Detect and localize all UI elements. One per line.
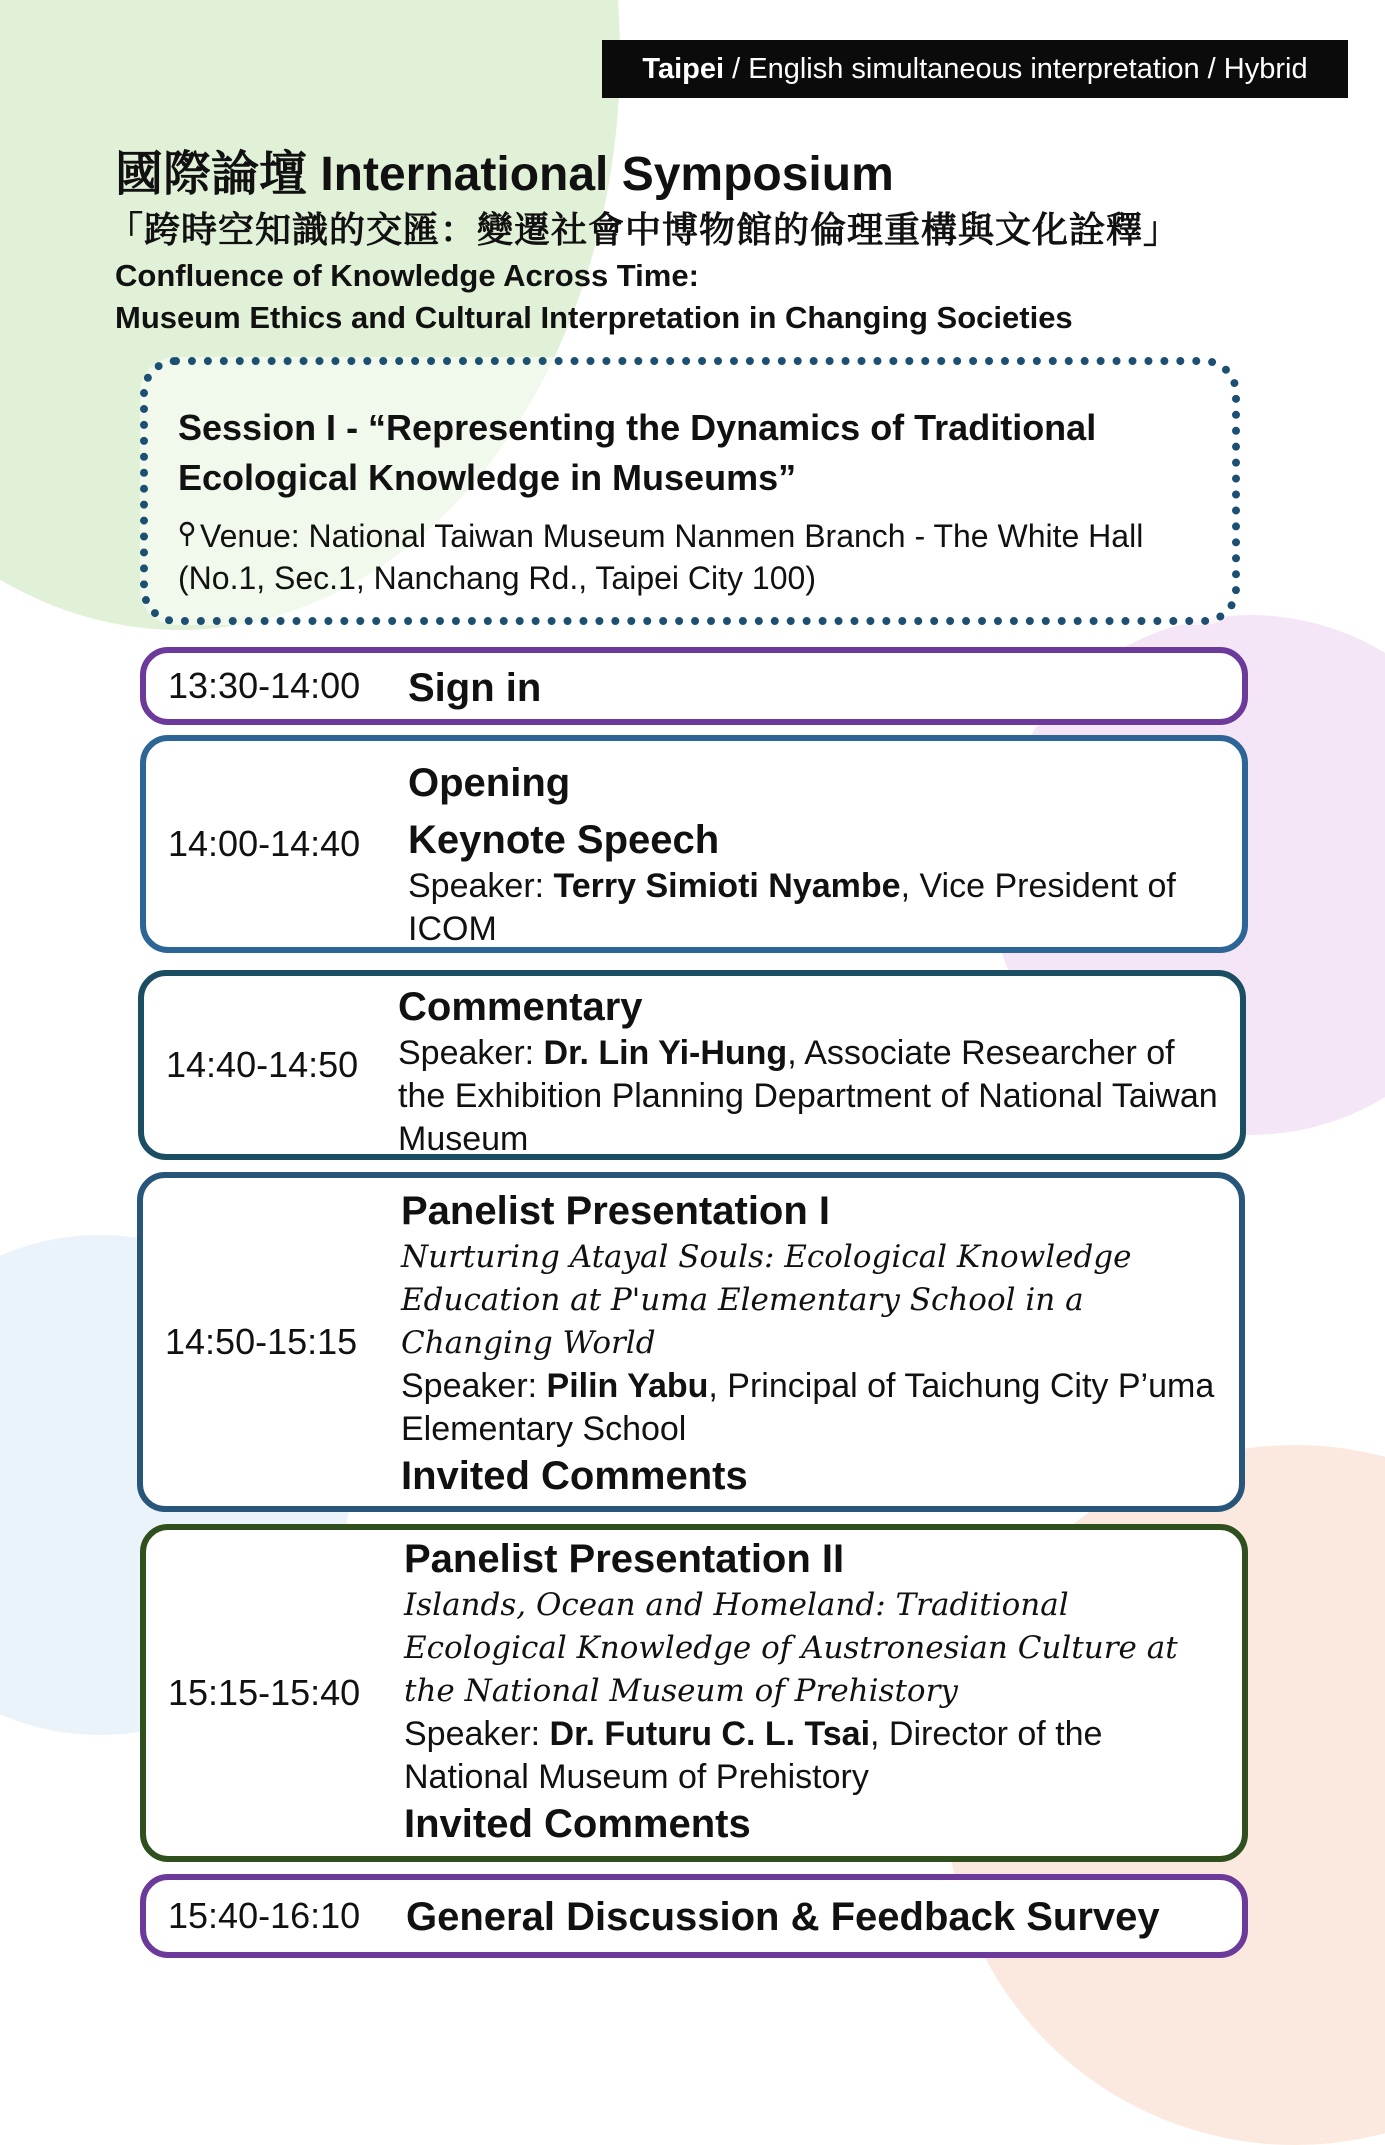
speaker-line (398, 1032, 1224, 1161)
speaker-role: , Principal of Taichung City P’uma Elementary School (401, 1367, 1215, 1448)
event-format-bar (602, 40, 1348, 98)
schedule-time: 15:40-16:10 (168, 1895, 361, 1936)
schedule-label: Sign in (408, 666, 542, 710)
speaker-prefix: Speaker: (408, 867, 554, 905)
speaker-name: Dr. Lin Yi-Hung (543, 1034, 788, 1072)
schedule-row-panelist-2 (140, 1524, 1248, 1862)
speaker-prefix: Speaker: (398, 1034, 544, 1072)
schedule-time: 15:15-15:40 (168, 1672, 361, 1713)
speaker-line (401, 1365, 1215, 1451)
venue-text: Venue: National Taiwan Museum Nanmen Branch - The White Hall (No.1, Sec.1, Nanchang Rd., Taipei City 100) (178, 518, 1144, 596)
schedule-time: 14:50-15:15 (165, 1321, 358, 1362)
subtitle-english-line-2: Museum Ethics and Cultural Interpretation in Changing Societies (115, 300, 1073, 335)
schedule-time: 14:00-14:40 (168, 823, 361, 864)
symposium-header (107, 145, 1345, 339)
speaker-name: Pilin Yabu (546, 1367, 709, 1405)
schedule-label-keynote: Keynote Speech (408, 818, 720, 862)
speaker-prefix: Speaker: (401, 1367, 547, 1405)
schedule-label: Panelist Presentation I (401, 1189, 831, 1233)
subtitle-chinese: 「跨時空知識的交匯：變遷社會中博物館的倫理重構與文化詮釋」 (107, 209, 1181, 250)
speaker-name: Terry Simioti Nyambe (553, 867, 901, 905)
speaker-prefix: Speaker: (404, 1715, 550, 1753)
invited-comments-label: Invited Comments (401, 1454, 748, 1498)
speaker-line (404, 1713, 1218, 1799)
speaker-line (408, 865, 1218, 951)
schedule-row-discussion (140, 1874, 1248, 1958)
venue-line (178, 515, 1204, 599)
page-title: 國際論壇 International Symposium (115, 148, 894, 201)
speaker-role: , Director of the National Museum of Prehistory (404, 1715, 1103, 1796)
schedule-row-commentary (138, 970, 1246, 1160)
schedule-label: General Discussion & Feedback Survey (406, 1895, 1160, 1939)
schedule-label-opening: Opening (408, 761, 571, 805)
speaker-role: , Vice President of ICOM (408, 867, 1176, 948)
speaker-name: Dr. Futuru C. L. Tsai (549, 1715, 871, 1753)
speaker-role: , Associate Researcher of the Exhibition Planning Department of National Taiwan Museum (398, 1034, 1218, 1158)
schedule-label: Panelist Presentation II (404, 1537, 845, 1581)
event-city: Taipei (642, 52, 725, 85)
presentation-title: Nurturing Atayal Souls: Ecological Knowledge Education at P'uma Elementary School in a Changing World (401, 1239, 1132, 1361)
schedule-time: 13:30-14:00 (168, 665, 361, 706)
schedule-row-sign-in (140, 647, 1248, 725)
schedule-label: Commentary (398, 985, 643, 1029)
invited-comments-label: Invited Comments (404, 1802, 751, 1846)
subtitle-english-line-1: Confluence of Knowledge Across Time: (115, 258, 699, 293)
schedule-row-panelist-1 (137, 1172, 1245, 1512)
schedule-row-keynote (140, 735, 1248, 953)
schedule-time: 14:40-14:50 (166, 1044, 359, 1085)
location-pin-icon (178, 515, 200, 557)
session-title: Session I - “Representing the Dynamics of Traditional Ecological Knowledge in Museums” (178, 407, 1097, 498)
presentation-title: Islands, Ocean and Homeland: Traditional Ecological Knowledge of Austronesian Culture at the National Museum of Prehistory (404, 1587, 1178, 1709)
session-info-box (140, 357, 1240, 625)
event-format-details: / English simultaneous interpretation / Hybrid (724, 52, 1308, 85)
